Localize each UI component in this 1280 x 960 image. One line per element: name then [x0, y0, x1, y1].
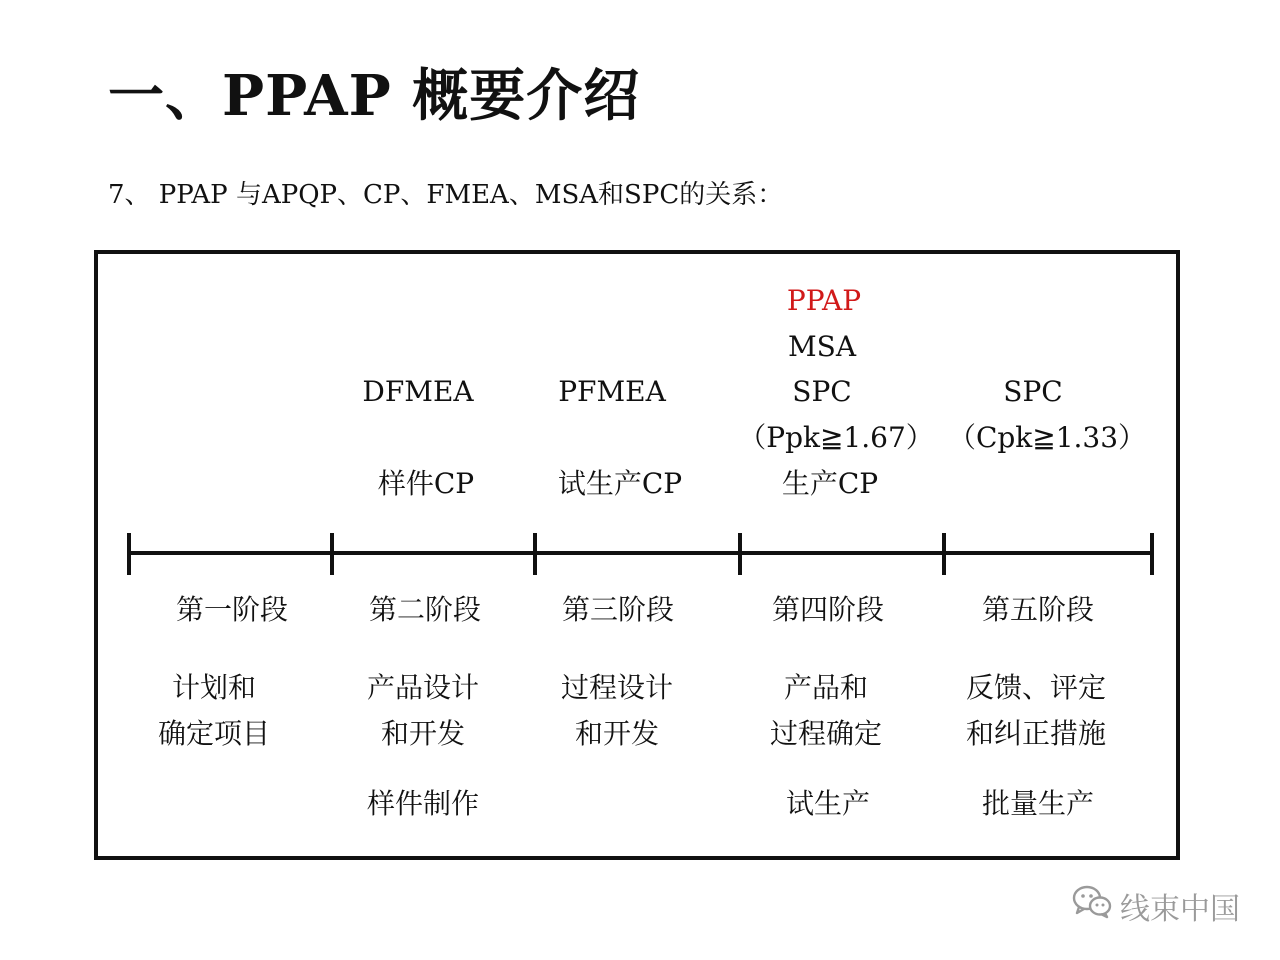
stage-2-extra: 样件制作: [366, 787, 480, 820]
stage-5-desc-line2: 和纠正措施: [965, 717, 1107, 750]
stage-1-name: 第一阶段: [175, 593, 289, 626]
stage-2-desc-line1: 产品设计: [366, 671, 480, 704]
tool-ppap: PPAP: [786, 284, 862, 317]
stage-2-name: 第二阶段: [368, 593, 482, 626]
tool-msa: MSA: [787, 330, 857, 363]
stage-4-desc-line1: 产品和: [783, 671, 869, 704]
timeline-tick: [1150, 533, 1154, 575]
stage-5-name: 第五阶段: [981, 593, 1095, 626]
timeline-tick: [533, 533, 537, 575]
stage-2-desc-line2: 和开发: [380, 717, 466, 750]
watermark: [1072, 884, 1240, 928]
diagram-frame: [94, 250, 1180, 860]
stage-4-extra: 试生产: [785, 787, 871, 820]
timeline-tick: [127, 533, 131, 575]
watermark-text: 线束中国: [1120, 892, 1240, 927]
timeline-tick: [330, 533, 334, 575]
tool-dfmea: DFMEA: [362, 375, 474, 408]
timeline-tick: [942, 533, 946, 575]
stage-3-name: 第三阶段: [561, 593, 675, 626]
stage-5-extra: 批量生产: [981, 787, 1095, 820]
timeline-tick: [738, 533, 742, 575]
tool-spc-stage4: SPC: [792, 375, 852, 408]
stage-3-desc-line1: 过程设计: [560, 671, 674, 704]
tool-ppk: （Ppk≧1.67）: [738, 421, 934, 454]
stage-3-desc-line2: 和开发: [574, 717, 660, 750]
wechat-icon: [1072, 885, 1112, 927]
tool-sample-cp: 样件CP: [377, 467, 475, 500]
tool-pfmea: PFMEA: [558, 375, 666, 408]
page-title: 一、PPAP 概要介绍: [108, 63, 641, 129]
tool-spc-stage5: SPC: [1003, 375, 1063, 408]
timeline-axis: [127, 551, 1153, 555]
stage-4-name: 第四阶段: [771, 593, 885, 626]
tool-cpk: （Cpk≧1.33）: [947, 421, 1147, 454]
tool-trial-cp: 试生产CP: [557, 467, 683, 500]
stage-1-desc-line1: 计划和: [171, 671, 257, 704]
tool-production-cp: 生产CP: [781, 467, 879, 500]
page-subtitle: 7、 PPAP 与APQP、CP、FMEA、MSA和SPC的关系：: [108, 180, 784, 210]
stage-1-desc-line2: 确定项目: [157, 717, 271, 750]
stage-4-desc-line2: 过程确定: [769, 717, 883, 750]
stage-5-desc-line1: 反馈、评定: [965, 671, 1107, 704]
